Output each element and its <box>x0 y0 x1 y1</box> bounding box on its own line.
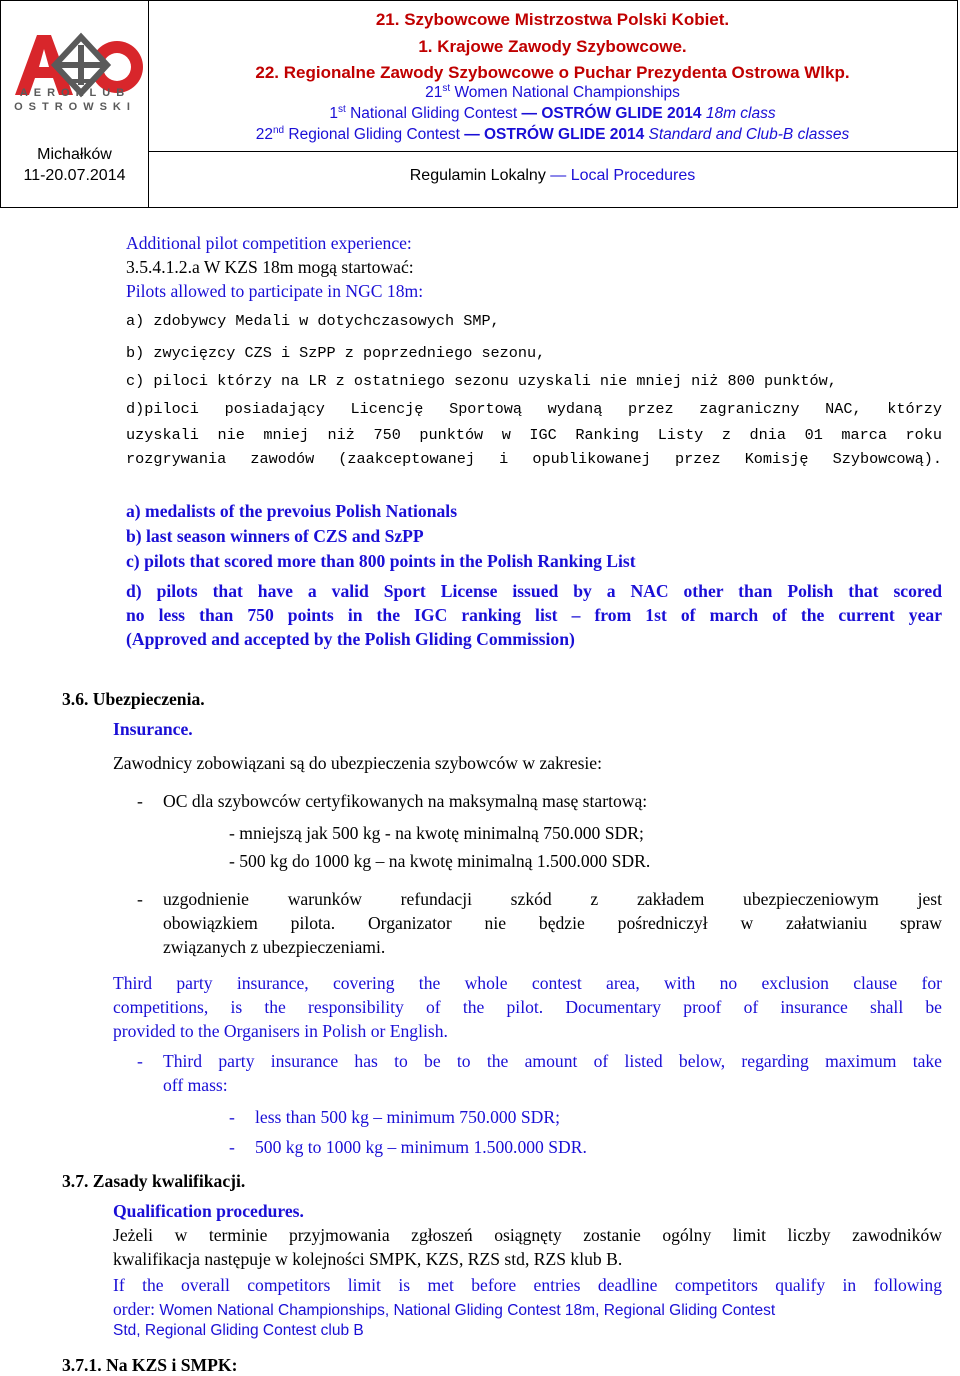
event-dates: 11-20.07.2014 <box>23 167 126 184</box>
qualification-en-line-1: If the overall competitors limit is met before entries deadline competitors qualify in following <box>113 1275 942 1295</box>
pl-item-b: b) zwycięzcy CZS i SzPP z poprzedniego sezonu, <box>126 344 546 362</box>
en-item-d-line-2: no less than 750 points in the IGC ranking list – from 1st of march of the current year <box>126 605 942 625</box>
third-party-limit-1: less than 500 kg – minimum 750.000 SDR; <box>255 1107 560 1127</box>
pl-item-d-line-1: d)piloci posiadający Licencję Sportową wydaną przez zagraniczny NAC, którzy <box>126 400 942 418</box>
qualification-en-line-2: order: Women National Championships, National Gliding Contest 18m, Regional Gliding Contest <box>113 1299 776 1319</box>
subtitle-line-1: 21st Women National Championships <box>425 83 680 102</box>
insurance-oc: OC dla szybowców certyfikowanych na maksymalną masę startową: <box>163 791 648 811</box>
insurance-intro: Zawodnicy zobowiązani są do ubezpieczenia szybowców w zakresie: <box>113 753 602 773</box>
section-3-7-1-heading: 3.7.1. Na KZS i SMPK: <box>62 1355 238 1375</box>
bullet-dash: - <box>137 1051 143 1071</box>
additional-experience-heading: Additional pilot competition experience: <box>126 233 412 253</box>
insurance-refund-line-3: związanych z ubezpieczeniami. <box>163 937 386 957</box>
qualification-pl-line-1: Jeżeli w terminie przyjmowania zgłoszeń osiągnęty zostanie ogólny limit liczby zawodników <box>113 1225 942 1245</box>
en-item-a: a) medalists of the prevoius Polish Nationals <box>126 501 458 521</box>
logo-cell <box>1 1 149 207</box>
insurance-refund-line-2: obowiązkiem pilota. Organizator nie będzie pośredniczył w załatwianiu spraw <box>163 913 942 933</box>
title-line-2: 1. Krajowe Zawody Szybowcowe. <box>418 37 687 56</box>
logo-line1: AEROKLUB <box>19 87 131 99</box>
pl-item-a: a) zdobywcy Medali w dotychczasowych SMP, <box>126 312 500 330</box>
bullet-dash: - <box>137 889 143 909</box>
section-3-7-heading: 3.7. Zasady kwalifikacji. <box>62 1171 246 1191</box>
third-party-amount-line-2: off mass: <box>163 1075 228 1095</box>
insurance-oc-amount-1: - mniejszą jak 500 kg - na kwotę minimalną 750.000 SDR; <box>229 823 644 843</box>
bullet-dash: - <box>137 791 143 811</box>
local-procedures-heading: Regulamin Lokalny — Local Procedures <box>409 167 696 184</box>
third-party-amount-line-1: Third party insurance has to be to the amount of listed below, regarding maximum take <box>163 1051 942 1071</box>
subtitle-line-3: 22nd Regional Gliding Contest — OSTRÓW GLIDE 2014 Standard and Club-B classes <box>255 125 850 144</box>
section-3-5-4-1-2-a: 3.5.4.1.2.a W KZS 18m mogą startować: <box>126 257 414 277</box>
en-item-b: b) last season winners of CZS and SzPP <box>126 526 424 546</box>
place-name: Michałków <box>37 146 112 163</box>
third-party-line-3: provided to the Organisers in Polish or English. <box>113 1021 448 1041</box>
third-party-line-2: competitions, is the responsibility of the pilot. Documentary proof of insurance shall be <box>113 997 942 1017</box>
insurance-oc-amount-2: - 500 kg do 1000 kg – na kwotę minimalną 1.500.000 SDR. <box>229 851 651 871</box>
logo-line2: OSTROWSKI <box>14 101 136 113</box>
title-line-1: 21. Szybowcowe Mistrzostwa Polski Kobiet. <box>375 10 730 29</box>
section-3-6-heading: 3.6. Ubezpieczenia. <box>62 689 205 709</box>
insurance-heading: Insurance. <box>113 719 193 739</box>
en-item-d-line-1: d) pilots that have a valid Sport License issued by a NAC other than Polish that scored <box>126 581 942 601</box>
bullet-dash: - <box>229 1107 235 1127</box>
third-party-line-1: Third party insurance, covering the whole contest area, with no exclusion clause for <box>113 973 942 993</box>
pl-item-d-line-3: rozgrywania zawodów (zaakceptowanej i opublikowanej przez Komisję Szybowcową). <box>126 450 942 468</box>
bullet-dash: - <box>229 1137 235 1157</box>
pilots-allowed-heading: Pilots allowed to participate in NGC 18m: <box>126 281 424 301</box>
qualification-pl-line-2: kwalifikacja następuje w kolejności SMPK, KZS, RZS std, RZS klub B. <box>113 1249 623 1269</box>
title-line-3: 22. Regionalne Zawody Szybowcowe o Puchar Prezydenta Ostrowa Wlkp. <box>255 63 850 82</box>
qualification-en-line-3: Std, Regional Gliding Contest club B <box>113 1322 364 1339</box>
en-item-c: c) pilots that scored more than 800 points in the Polish Ranking List <box>126 551 636 571</box>
header-titles <box>148 1 957 152</box>
insurance-refund-line-1: uzgodnienie warunków refundacji szkód z zakładem ubezpieczeniowym jest <box>163 889 942 909</box>
pl-item-d-line-2: uzyskali nie mniej niż 750 punktów w IGC Ranking Listy z dnia 01 marca roku <box>126 426 942 444</box>
page-header <box>0 0 958 208</box>
qualification-heading: Qualification procedures. <box>113 1201 304 1221</box>
subtitle-line-2: 1st National Gliding Contest — OSTRÓW GLIDE 2014 18m class <box>329 104 776 123</box>
pl-item-c: c) piloci którzy na LR z ostatniego sezonu uzyskali nie mniej niż 800 punktów, <box>126 372 837 390</box>
en-item-d-line-3: (Approved and accepted by the Polish Gliding Commission) <box>126 629 575 649</box>
third-party-limit-2: 500 kg to 1000 kg – minimum 1.500.000 SDR. <box>255 1137 587 1157</box>
